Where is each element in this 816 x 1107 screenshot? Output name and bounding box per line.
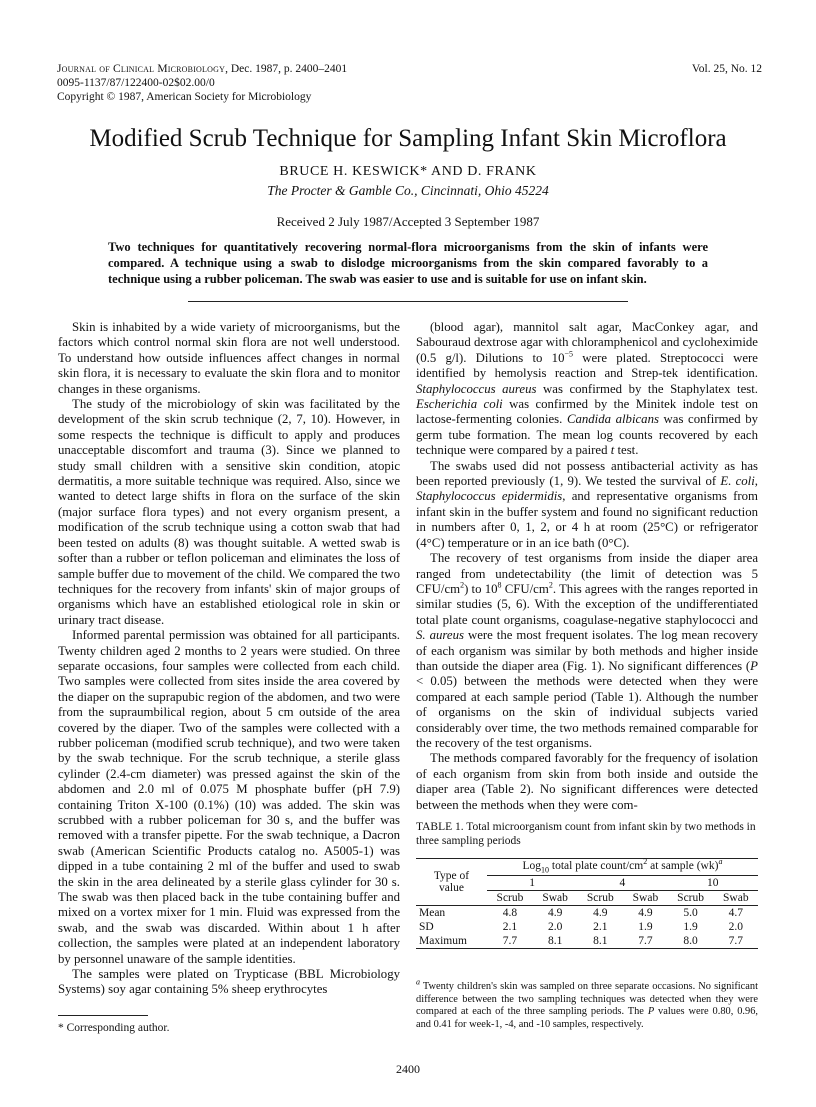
article-code: 0095-1137/87/122400-02$02.00/0 [57,77,215,89]
issue-info: , Dec. 1987, p. 2400–2401 [225,63,348,75]
paragraph: The study of the microbiology of skin was facilitated by the development of the skin scrub technique (2, 7, 10). However, in some respects the technique is difficult to apply and produces unacceptable discomfort and trauma (3). Since we planned to study small children with a sensitive skin condition, atopic dermatitis, a more suitable technique was required. Also, since we wanted to detect large shifts in flora on the surface of the skin (major surface flora types) and not every organism present, a modification of the scrub technique using a cotton swab that had been tested on adults (8) was thought suitable. A wetted swab is softer than a rubber or teflon policeman and eliminates the loss of sample buffer due to movement of the child. We compared the two techniques for the recovery from infants' skin of major groups of organisms which have an established etiological role in skin or urinary tract disease. [58,397,400,627]
journal-name: Journal of Clinical Microbiology [57,63,226,75]
week-header: 4 [577,876,667,891]
table-caption: TABLE 1. Total microorganism count from infant skin by two methods in three sampling periods [416,821,756,847]
span-header: Log$_{10}$ total plate count/$cm^2$ at sample (wk)$^a$ [487,859,758,876]
data-table [416,858,758,949]
table-row: Mean 4.8 4.9 4.9 4.9 5.0 4.7 [419,907,743,920]
footnote-divider [58,1015,148,1016]
type-header: Type of value [416,859,487,906]
journal-header [57,62,347,104]
page-number: 2400 [396,1062,420,1076]
method-header: Swab [542,892,568,905]
volume-info: Vol. 25, No. 12 [691,63,762,75]
left-column [58,320,400,998]
authors: BRUCE H. KESWICK* AND D. FRANK [279,164,537,179]
method-header: Scrub [496,892,524,905]
method-header: Swab [632,892,659,905]
table-row: Maximum 7.7 8.1 8.1 7.7 8.0 7.7 [416,934,758,949]
paragraph: The samples were plated on Trypticase (BBL Microbiology Systems) soy agar containing 5% sheep erythrocytes [58,967,400,997]
paragraph: The recovery of test organisms from inside the diaper area ranged from undetectability (the limit of detection was 5 CFU/$cm^2$) to $10^8$ CFU/$cm^2$. This agrees with the ranges reported in similar studies (5, 6). With the exception of the undifferentiated total plate count organisms, coagulase-negative staphylococci and S. aureus were the most frequent isolates. The log mean recovery of each organism was similar by both methods and higher inside than outside the diaper area (Fig. 1). No significant differences (P < 0.05) between the methods were detected when they were compared at each sample period (Table 1). Although the number of organisms on the skin of individual subjects varied considerably over time, the two methods remained comparable for the recovery of the test organisms. [416,551,758,750]
method-header: Scrub [586,892,614,905]
week-header: 1 [487,876,577,891]
affiliation: The Procter & Gamble Co., Cincinnati, Ohio 45224 [267,183,549,198]
paragraph: The swabs used did not possess antibacterial activity as has been reported previously (1, 9). We tested the survival of E. coli, Staphylococcus epidermidis, and representative organisms from infant skin in the buffer system and found no significant reduction in numbers after 0, 1, 2, or 4 h at room (25°C) or refrigerator (4°C) temperature or in an ice bath (0°C). [416,458,758,550]
paragraph: Informed parental permission was obtained for all participants. Twenty children aged 2 months to 2 years were studied. On three separate occasions, four samples were collected from each child. Two samples were collected from sites inside the area covered by the diaper on the suprapubic region of the abdomen, and two were from the supraumbilical region, about 5 cm outside of the area covered by the diaper. Two of the samples were collected with a rubber policeman (modified scrub technique), and two were taken by the swab technique. For the scrub technique, a sterile glass cylinder (2.4-cm diameter) was pressed against the skin of the abdomen and 2.0 ml of 0.075 M phosphate buffer (pH 7.9) containing Triton X-100 (0.1%) (10) was added. The skin was scrubbed with a rubber policeman for 30 s, and the buffer was removed with a transfer pipette. For the swab technique, a Dacron swab (American Scientific Products catalog no. A5005-1) was dipped in a tube containing 2 ml of the buffer and used to swab the skin in the area delineated by a sterile glass cylinder for 30 s. The swab was then placed back in the tube containing buffer and mixed on a vortex mixer for 1 min. Fluid was expressed from the swab, and the swab was discarded. Within about 1 h after collection, the samples were plated at an independent laboratory by personnel unaware of the sample identities. [58,628,400,966]
right-column [416,320,758,813]
paragraph: The methods compared favorably for the frequency of isolation of each organism from skin from both inside and outside the diaper area (Table 2). No significant differences were detected between the methods when they were com- [416,751,758,812]
method-header: Scrub [677,892,705,905]
corresponding-author-note: * Corresponding author. [58,1022,170,1034]
article-title: Modified Scrub Technique for Sampling Infant Skin Microflora [89,125,727,152]
method-header: Swab [723,892,749,905]
paragraph: Skin is inhabited by a wide variety of microorganisms, but the factors which control normal skin flora are not well understood. To understand how outside influences affect changes in normal skin flora, it is necessary to evaluate the skin flora and to monitor changes in these organisms. [58,320,400,396]
received-date: Received 2 July 1987/Accepted 3 September 1987 [276,214,540,229]
table-footnote: $^a$ Twenty children's skin was sampled on three separate occasions. No significant difference between the two sampling techniques was detected when they were compared at each of the three sampling periods. The P values were 0.80, 0.96, and 0.41 for week-1, -4, and -10 samples, respectively. [416,977,758,1030]
table-row: SD 2.1 2.0 2.1 1.9 1.9 2.0 [419,921,743,934]
week-header: 10 [668,876,758,891]
copyright: Copyright © 1987, American Society for Microbiology [57,91,312,103]
paragraph: (blood agar), mannitol salt agar, MacConkey agar, and Sabouraud dextrose agar with chloramphenicol and cycloheximide (0.5 g/l). Dilutions to $10^{-5}$ were plated. Streptococci were identified by hemolysis reaction and Strep-tek identification. Staphylococcus aureus was confirmed by the Staphylatex test. Escherichia coli was confirmed by the Minitek indole test on lactose-fermenting colonies. Candida albicans was confirmed by germ tube formation. The mean log counts recovered by each technique were compared by a paired t test. [416,320,759,458]
abstract-divider [188,301,628,302]
abstract: Two techniques for quantitatively recovering normal-flora microorganisms from the skin of infants were compared. A technique using a swab to dislodge microorganisms from the skin compared favorably to a technique using a rubber policeman. The swab was easier to use and is suitable for use on infant skin. [108,240,708,286]
